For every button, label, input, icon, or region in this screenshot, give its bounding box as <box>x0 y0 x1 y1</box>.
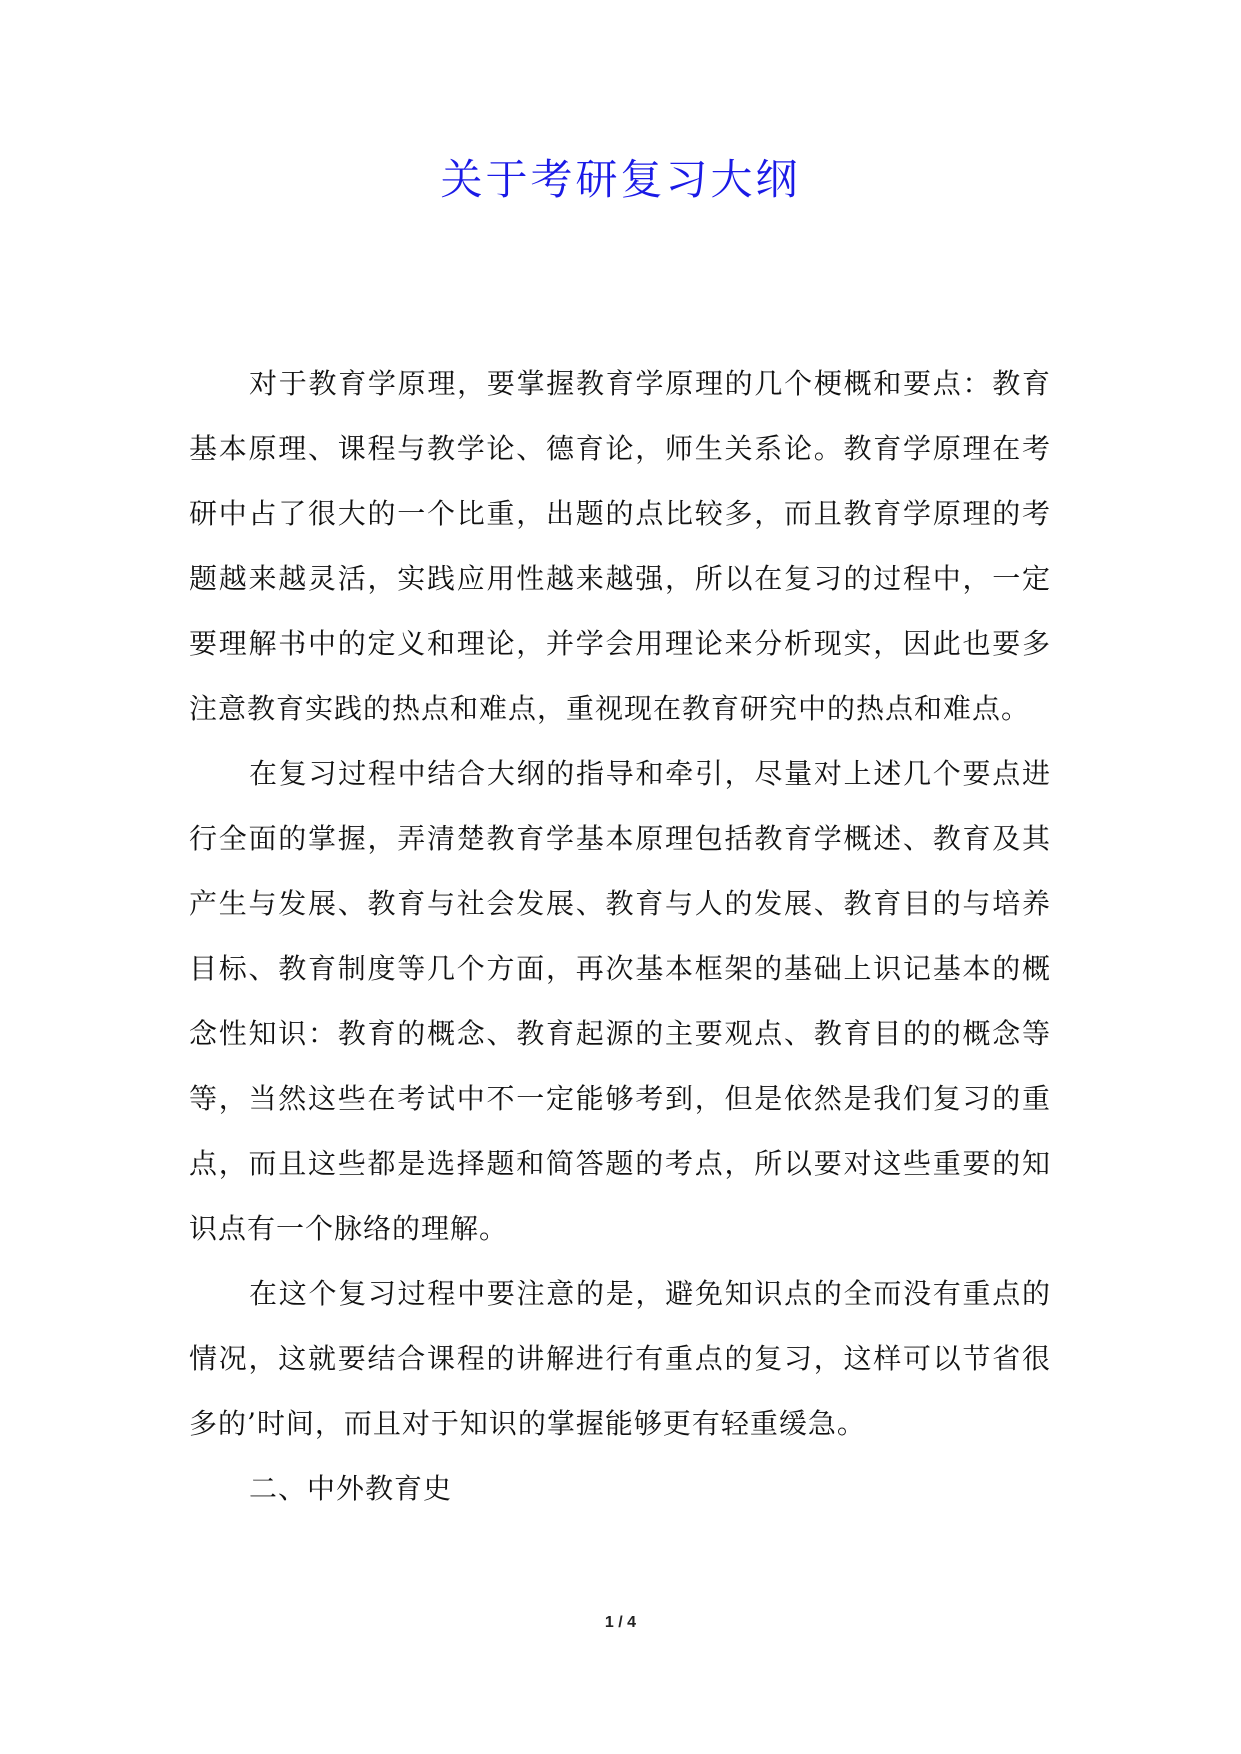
paragraph: 在复习过程中结合大纲的指导和牵引，尽量对上述几个要点进行全面的掌握，弄清楚教育学基本原理包括教育学概述、教育及其产生与发展、教育与社会发展、教育与人的发展、教育目的与培养目标、教育制度等几个方面，再次基本框架的基础上识记基本的概念性知识：教育的概念、教育起源的主要观点、教育目的的概念等等，当然这些在考试中不一定能够考到，但是依然是我们复习的重点，而且这些都是选择题和简答题的考点，所以要对这些重要的知识点有一个脉络的理解。 <box>189 757 1051 1245</box>
page-title: 关于考研复习大纲 <box>440 155 801 204</box>
paragraph: 对于教育学原理，要掌握教育学原理的几个梗概和要点：教育基本原理、课程与教学论、德育论，师生关系论。教育学原理在考研中占了很大的一个比重，出题的点比较多，而且教育学原理的考题越来越灵活，实践应用性越来越强，所以在复习的过程中，一定要理解书中的定义和理论，并学会用理论来分析现实，因此也要多注意教育实践的热点和难点，重视现在教育研究中的热点和难点。 <box>189 367 1051 725</box>
paragraph: 在这个复习过程中要注意的是，避免知识点的全而没有重点的情况，这就要结合课程的讲解进行有重点的复习，这样可以节省很多的’时间，而且对于知识的掌握能够更有轻重缓急。 <box>189 1277 1051 1440</box>
section-heading: 二、中外教育史 <box>249 1472 453 1505</box>
document-body <box>189 351 1051 1521</box>
page-number: 1 / 4 <box>604 1614 637 1631</box>
